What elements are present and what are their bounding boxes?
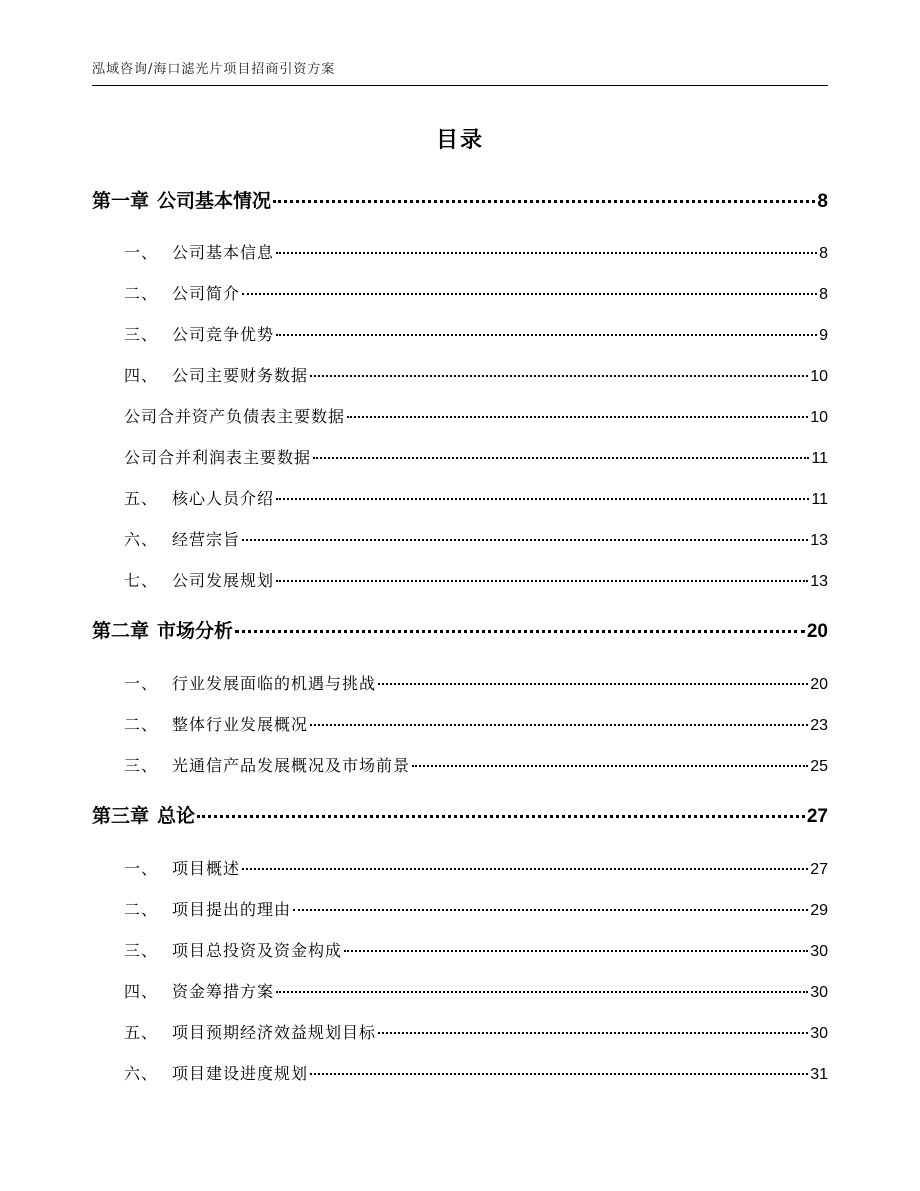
section-number: 一、 bbox=[124, 859, 159, 878]
section-number: 三、 bbox=[124, 325, 159, 344]
dot-leader bbox=[276, 991, 808, 993]
section-title: 公司竞争优势 bbox=[172, 325, 275, 344]
dot-leader bbox=[378, 1032, 808, 1034]
section-title: 光通信产品发展概况及市场前景 bbox=[172, 756, 411, 775]
dot-leader bbox=[313, 457, 809, 459]
section-number: 五、 bbox=[124, 1023, 159, 1042]
dot-leader bbox=[197, 815, 805, 818]
chapter-title: 总论 bbox=[157, 805, 196, 827]
dot-leader bbox=[242, 868, 808, 870]
section-title: 经营宗旨 bbox=[172, 530, 241, 549]
chapter-title: 公司基本情况 bbox=[157, 190, 272, 212]
section-title: 资金筹措方案 bbox=[172, 982, 275, 1001]
toc-entry[interactable] bbox=[124, 897, 828, 923]
section-number: 一、 bbox=[124, 674, 159, 693]
toc-entry[interactable] bbox=[124, 445, 828, 471]
section-title: 项目提出的理由 bbox=[172, 900, 292, 919]
toc-entry[interactable] bbox=[124, 527, 828, 553]
section-number: 一、 bbox=[124, 243, 159, 262]
section-title: 行业发展面临的机遇与挑战 bbox=[172, 674, 377, 693]
dot-leader bbox=[276, 580, 808, 582]
toc-entry[interactable] bbox=[124, 240, 828, 266]
dot-leader bbox=[378, 683, 808, 685]
page-number: 27 bbox=[810, 861, 828, 878]
page-number: 8 bbox=[817, 191, 828, 212]
section-title: 整体行业发展概况 bbox=[172, 715, 309, 734]
dot-leader bbox=[276, 498, 809, 500]
chapter-label: 第二章 bbox=[92, 620, 150, 642]
dot-leader bbox=[310, 1073, 808, 1075]
page-number: 11 bbox=[811, 450, 828, 467]
section-number: 六、 bbox=[124, 530, 159, 549]
page-number: 31 bbox=[810, 1066, 828, 1083]
page-number: 20 bbox=[806, 621, 828, 642]
chapter-title: 市场分析 bbox=[157, 620, 234, 642]
page-number: 30 bbox=[810, 984, 828, 1001]
running-header: 泓域咨询/海口滤光片项目招商引资方案 bbox=[92, 62, 336, 77]
section-number: 二、 bbox=[124, 284, 159, 303]
toc-entry[interactable] bbox=[124, 671, 828, 697]
section-number: 七、 bbox=[124, 571, 159, 590]
toc-chapter-3[interactable] bbox=[92, 801, 828, 831]
section-number: 三、 bbox=[124, 756, 159, 775]
page-number: 11 bbox=[811, 491, 828, 508]
dot-leader bbox=[242, 539, 808, 541]
page-number: 13 bbox=[810, 532, 828, 549]
toc-entry[interactable] bbox=[124, 1020, 828, 1046]
page-number: 27 bbox=[806, 806, 828, 827]
page-number: 30 bbox=[810, 943, 828, 960]
section-title: 项目建设进度规划 bbox=[172, 1064, 309, 1083]
toc-entry[interactable] bbox=[124, 486, 828, 512]
toc-entry[interactable] bbox=[124, 712, 828, 738]
section-title: 公司合并利润表主要数据 bbox=[124, 448, 312, 467]
section-number: 四、 bbox=[124, 982, 159, 1001]
dot-leader bbox=[344, 950, 808, 952]
page-number: 20 bbox=[810, 676, 828, 693]
page-number: 29 bbox=[810, 902, 828, 919]
section-number: 六、 bbox=[124, 1064, 159, 1083]
section-number: 三、 bbox=[124, 941, 159, 960]
page-number: 10 bbox=[810, 368, 828, 385]
toc-entry[interactable] bbox=[124, 322, 828, 348]
page-number: 13 bbox=[810, 573, 828, 590]
section-title: 公司主要财务数据 bbox=[172, 366, 309, 385]
toc-entry[interactable] bbox=[124, 404, 828, 430]
section-title: 核心人员介绍 bbox=[172, 489, 275, 508]
toc-entry[interactable] bbox=[124, 856, 828, 882]
toc-entry[interactable] bbox=[124, 568, 828, 594]
section-title: 公司基本信息 bbox=[172, 243, 275, 262]
dot-leader bbox=[347, 416, 808, 418]
toc-chapter-2[interactable] bbox=[92, 616, 828, 646]
section-title: 项目概述 bbox=[172, 859, 241, 878]
section-number: 四、 bbox=[124, 366, 159, 385]
dot-leader bbox=[235, 630, 805, 633]
toc-chapter-1[interactable] bbox=[92, 186, 828, 216]
toc-entry[interactable] bbox=[124, 281, 828, 307]
toc-entry[interactable] bbox=[124, 1061, 828, 1087]
page-number: 25 bbox=[810, 758, 828, 775]
section-title: 公司发展规划 bbox=[172, 571, 275, 590]
toc-entry[interactable] bbox=[124, 363, 828, 389]
section-title: 项目总投资及资金构成 bbox=[172, 941, 343, 960]
toc-entry[interactable] bbox=[124, 938, 828, 964]
page-number: 9 bbox=[819, 327, 828, 344]
chapter-label: 第一章 bbox=[92, 190, 150, 212]
page-number: 8 bbox=[819, 286, 828, 303]
dot-leader bbox=[276, 252, 817, 254]
dot-leader bbox=[412, 765, 808, 767]
dot-leader bbox=[310, 375, 808, 377]
toc-title: 目录 bbox=[435, 128, 484, 153]
section-title: 公司简介 bbox=[172, 284, 241, 303]
section-title: 项目预期经济效益规划目标 bbox=[172, 1023, 377, 1042]
chapter-label: 第三章 bbox=[92, 805, 150, 827]
page-number: 23 bbox=[810, 717, 828, 734]
dot-leader bbox=[242, 293, 817, 295]
page-number: 10 bbox=[810, 409, 828, 426]
dot-leader bbox=[273, 200, 815, 203]
dot-leader bbox=[293, 909, 808, 911]
page-number: 8 bbox=[819, 245, 828, 262]
section-number: 二、 bbox=[124, 715, 159, 734]
toc-entry[interactable] bbox=[124, 753, 828, 779]
section-title: 公司合并资产负债表主要数据 bbox=[124, 407, 346, 426]
toc-entry[interactable] bbox=[124, 979, 828, 1005]
dot-leader bbox=[276, 334, 817, 336]
dot-leader bbox=[310, 724, 808, 726]
section-number: 二、 bbox=[124, 900, 159, 919]
section-number: 五、 bbox=[124, 489, 159, 508]
page-number: 30 bbox=[810, 1025, 828, 1042]
